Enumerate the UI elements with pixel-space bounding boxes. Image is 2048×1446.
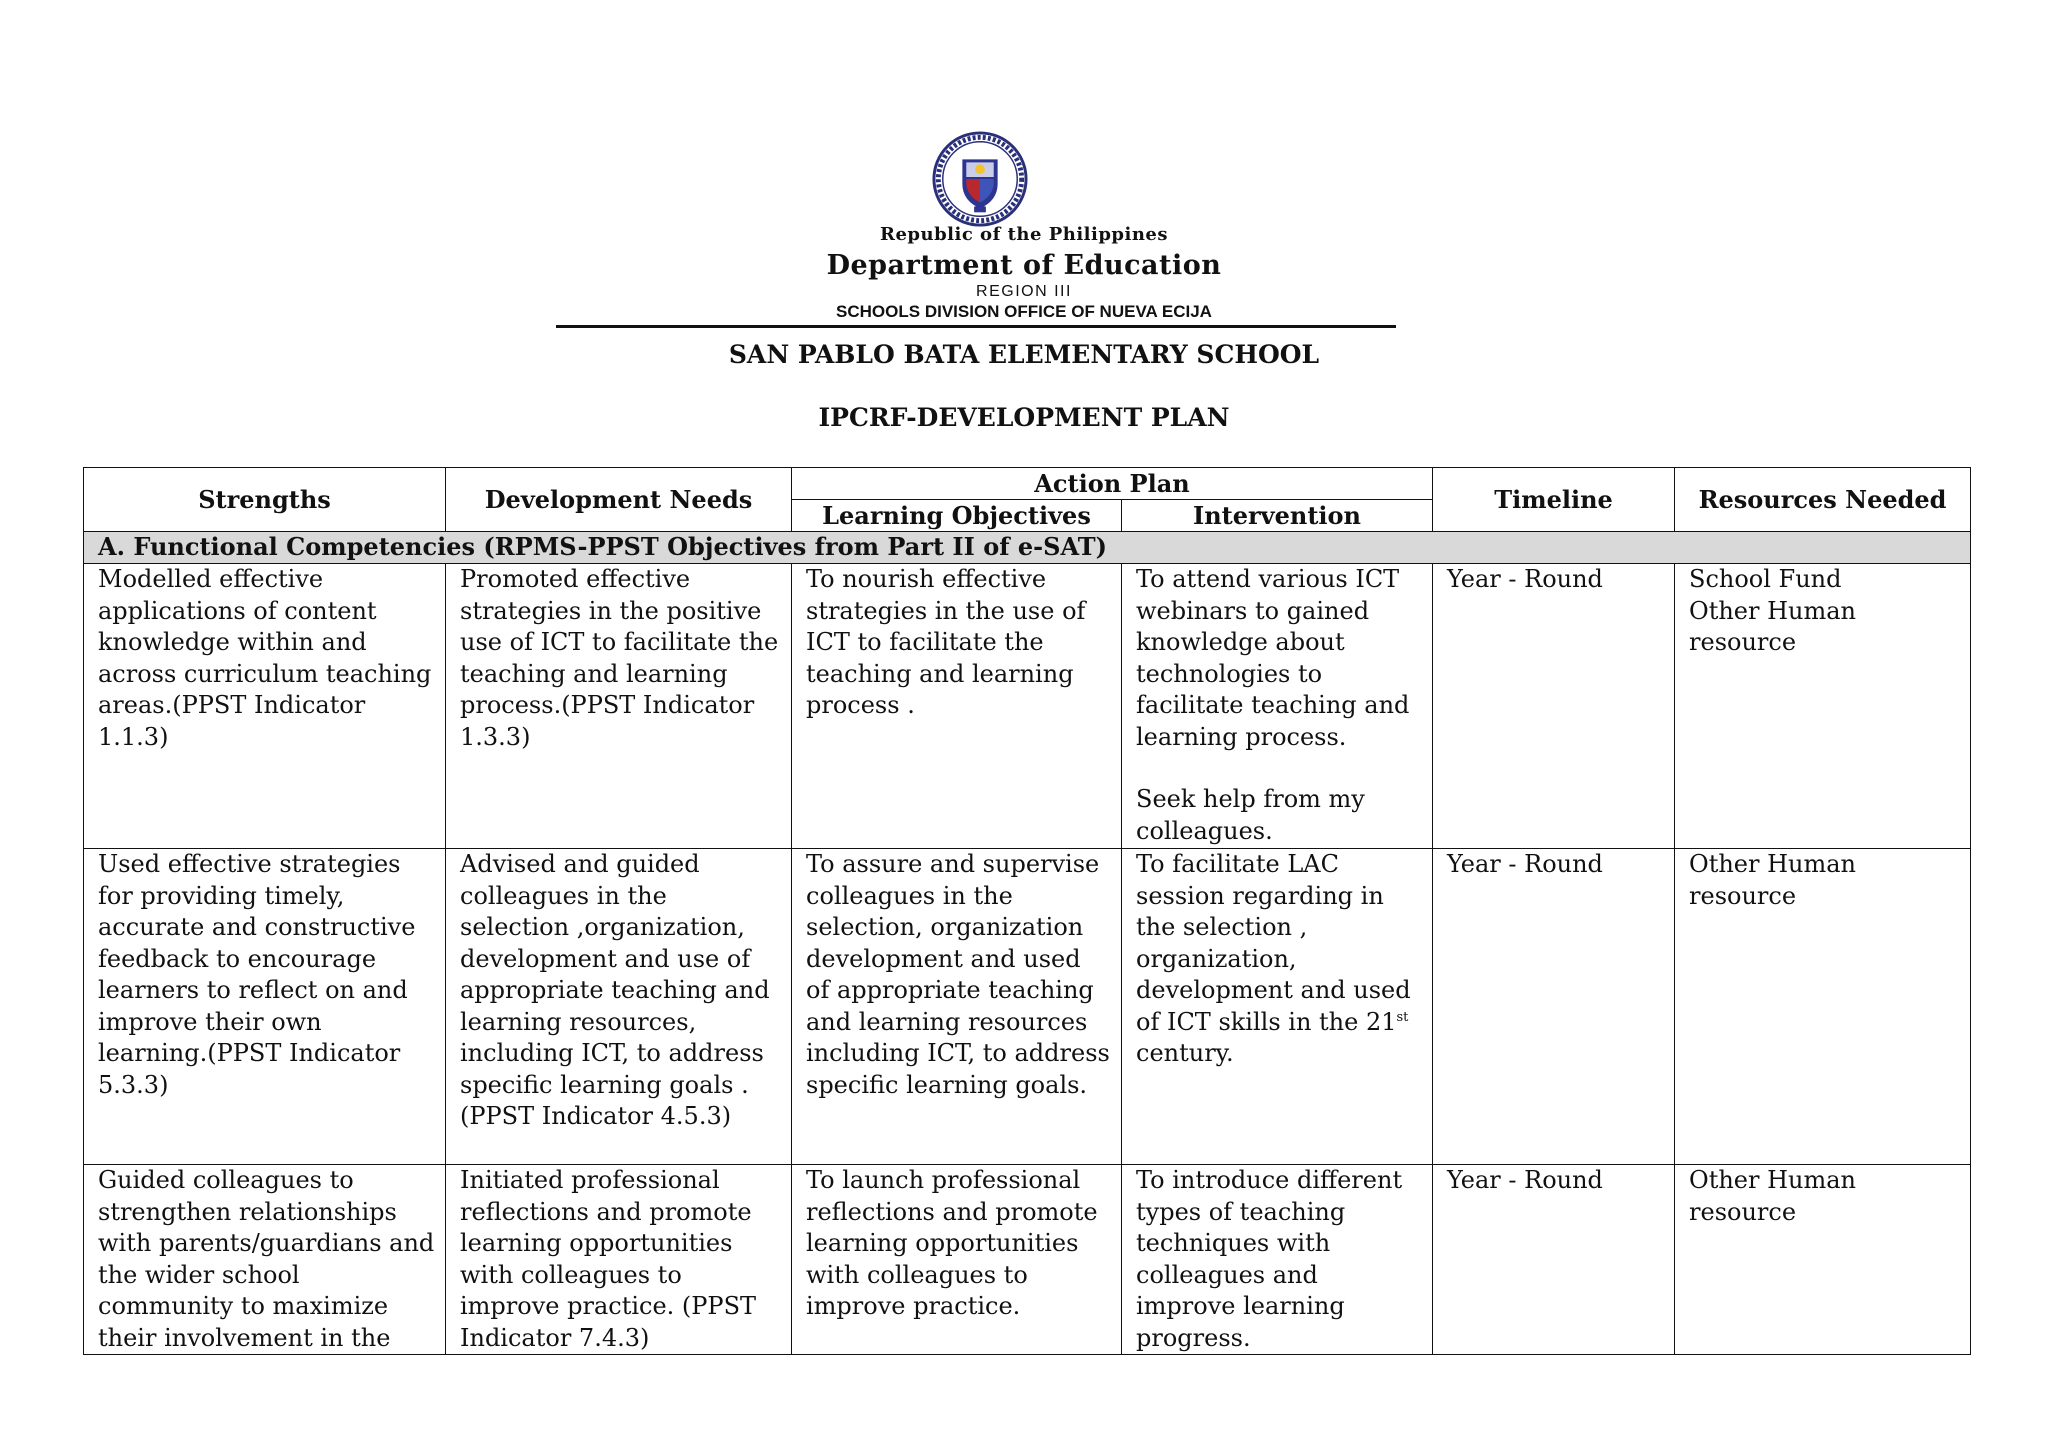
cell-intervention: To introduce different types of teaching techniques with colleagues and improve learning progress. xyxy=(1122,1165,1433,1355)
division-label: SCHOOLS DIVISION OFFICE OF NUEVA ECIJA xyxy=(836,302,1212,321)
cell-strength: Modelled effective applications of content knowledge within and across curriculum teaching areas.(PPST Indicator 1.1.3) xyxy=(84,564,446,849)
cell-intervention xyxy=(1122,564,1433,849)
republic-label: Republic of the Philippines xyxy=(879,224,1169,245)
header-resources: Resources Needed xyxy=(1675,468,1971,532)
cell-development-need: Advised and guided colleagues in the selection ,organization, development and use of appropriate teaching and learning resources, including ICT, to address specific learning goals . (PPST Indicator 4.5.3) xyxy=(446,849,792,1165)
table-row xyxy=(84,849,1971,1165)
cell-development-need: Promoted effective strategies in the positive use of ICT to facilitate the teaching and learning process.(PPST Indicator 1.3.3) xyxy=(446,564,792,849)
deped-seal-icon xyxy=(931,130,1029,228)
table-row xyxy=(84,564,1971,849)
cell-learning-objective: To nourish effective strategies in the use of ICT to facilitate the teaching and learning process . xyxy=(792,564,1122,849)
cell-timeline: Year - Round xyxy=(1433,564,1675,849)
cell-strength: Used effective strategies for providing timely, accurate and constructive feedback to encourage learners to reflect on and improve their own learning.(PPST Indicator 5.3.3) xyxy=(84,849,446,1165)
ordinal-suffix: st xyxy=(1396,1009,1409,1025)
table-row xyxy=(84,1165,1971,1355)
cell-timeline: Year - Round xyxy=(1433,1165,1675,1355)
header-intervention: Intervention xyxy=(1122,500,1433,532)
cell-learning-objective: To assure and supervise colleagues in the selection, organization development and used of appropriate teaching and learning resources including ICT, to address specific learning goals. xyxy=(792,849,1122,1165)
cell-resources: Other Human resource xyxy=(1675,849,1971,1165)
header-timeline: Timeline xyxy=(1433,468,1675,532)
paragraph-gap xyxy=(1136,753,1422,784)
region-label: REGION III xyxy=(976,283,1072,300)
department-label: Department of Education xyxy=(826,250,1222,281)
intervention-text: To facilitate LAC session regarding in the selection , organization, development and used of ICT skills in the 21 xyxy=(1136,850,1411,1036)
cell-development-need: Initiated professional reflections and promote learning opportunities with colleagues to improve practice. (PPST Indicator 7.4.3) xyxy=(446,1165,792,1355)
cell-learning-objective: To launch professional reflections and promote learning opportunities with colleagues to improve practice. xyxy=(792,1165,1122,1355)
header-development-needs: Development Needs xyxy=(446,468,792,532)
intervention-text: To attend various ICT webinars to gained knowledge about technologies to facilitate teaching and learning process. xyxy=(1136,565,1410,751)
cell-strength: Guided colleagues to strengthen relationships with parents/guardians and the wider school community to maximize their involvement in the xyxy=(84,1165,446,1355)
section-functional-competencies: A. Functional Competencies (RPMS-PPST Objectives from Part II of e-SAT) xyxy=(84,532,1971,564)
intervention-text: century. xyxy=(1136,1039,1234,1067)
resource-item: Other Human resource xyxy=(1689,596,1857,656)
header-strengths: Strengths xyxy=(84,468,446,532)
intervention-text: Seek help from my colleagues. xyxy=(1136,785,1365,845)
development-plan-table xyxy=(83,467,1971,1355)
resource-item: School Fund xyxy=(1689,565,1842,593)
cell-intervention xyxy=(1122,849,1433,1165)
header-learning-objectives: Learning Objectives xyxy=(792,500,1122,532)
header-rule xyxy=(556,325,1396,328)
cell-resources: Other Human resource xyxy=(1675,1165,1971,1355)
header-action-plan: Action Plan xyxy=(792,468,1433,500)
cell-timeline: Year - Round xyxy=(1433,849,1675,1165)
cell-resources xyxy=(1675,564,1971,849)
school-name: SAN PABLO BATA ELEMENTARY SCHOOL xyxy=(728,340,1320,369)
document-title: IPCRF-DEVELOPMENT PLAN xyxy=(818,403,1230,432)
